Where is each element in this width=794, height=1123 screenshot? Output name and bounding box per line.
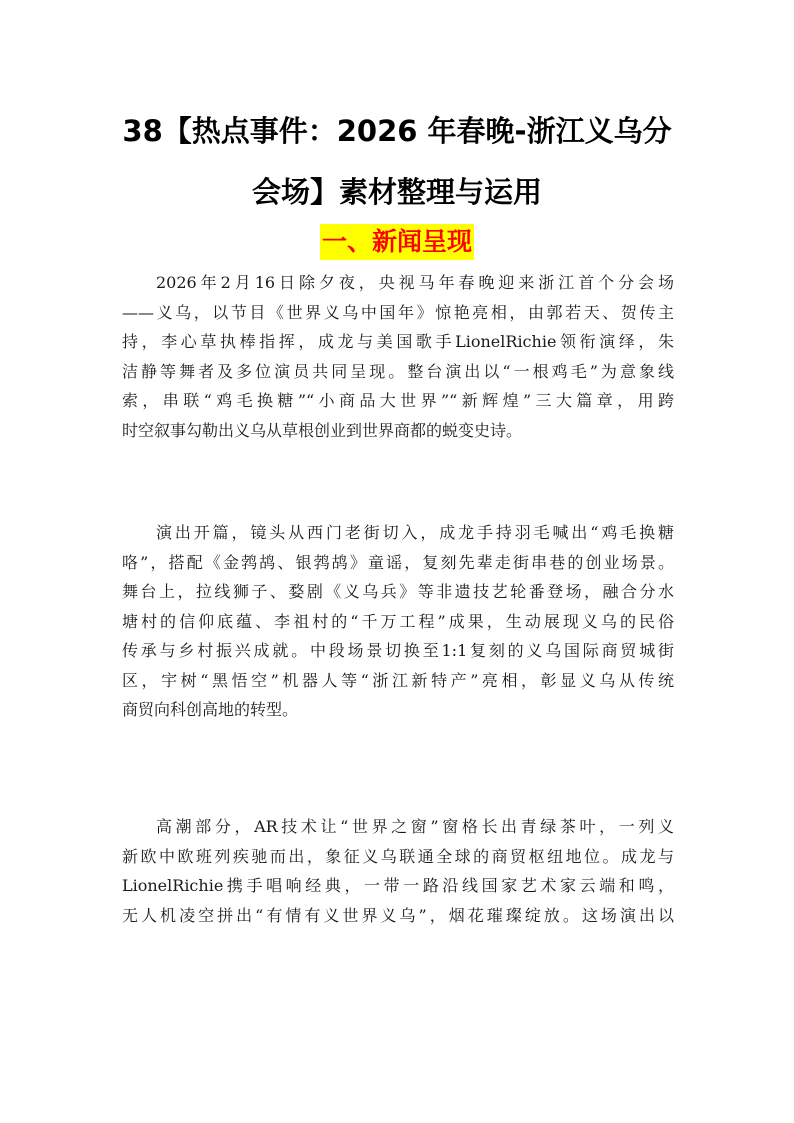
paragraph-line: 高潮部分，AR技术让“世界之窗”窗格长出青绿茶叶，一列义 [156,817,674,836]
paragraph-2 [122,518,674,725]
document-title-line-1: 38【热点事件：2026 年春晚-浙江义乌分 [122,114,672,148]
paragraph-line: 无人机凌空拼出“有情有义世界义乌”，烟花璀璨绽放。这场演出以 [122,905,674,925]
document-title-line-2: 会场】素材整理与运用 [251,175,542,209]
paragraph-3 [122,812,674,930]
paragraph-line: 舞台上，拉线狮子、婺剧《义乌兵》等非遗技艺轮番登场，融合分水 [122,582,674,601]
paragraph-line: 洁静等舞者及多位演员共同呈现。整台演出以“一根鸡毛”为意象线 [122,361,674,381]
paragraph-line: 区，宇树“黑悟空”机器人等“浙江新特产”亮相，彰显义乌从传统 [122,670,674,690]
paragraph-line: 演出开篇，镜头从西门老街切入，成龙手持羽毛喊出“鸡毛换糖 [156,523,674,542]
paragraph-1 [122,268,674,445]
paragraph-line: 商贸向科创高地的转型。 [122,700,299,719]
paragraph-line: LionelRichie携手唱响经典，一带一路沿线国家艺术家云端和鸣， [122,876,674,895]
section-heading: 一、新闻呈现 [320,224,474,260]
paragraph-line: 新欧中欧班列疾驰而出，象征义乌联通全球的商贸枢纽地位。成龙与 [122,846,674,866]
paragraph-line: 2026年2月16日除夕夜，央视马年春晚迎来浙江首个分会场 [156,273,674,292]
paragraph-line: 索，串联“鸡毛换糖”“小商品大世界”“新辉煌”三大篇章，用跨 [122,391,674,410]
paragraph-line: 时空叙事勾勒出义乌从草根创业到世界商都的蜕变史诗。 [122,420,523,440]
paragraph-line: 咯”，搭配《金鹁鸪、银鹁鸪》童谣，复刻先辈走街串巷的创业场景。 [122,552,674,572]
paragraph-line: 传承与乡村振兴成就。中段场景切换至1:1复刻的义乌国际商贸城街 [122,641,674,660]
paragraph-line: 塘村的信仰底蕴、李祖村的“千万工程”成果，生动展现义乌的民俗 [122,611,674,631]
section-heading-row [0,224,794,260]
paragraph-line: 持，李心草执棒指挥，成龙与美国歌手LionelRichie领衔演绎，朱 [122,332,674,351]
paragraph-line: ——义乌，以节目《世界义乌中国年》惊艳亮相，由郭若天、贺传主 [122,302,674,322]
